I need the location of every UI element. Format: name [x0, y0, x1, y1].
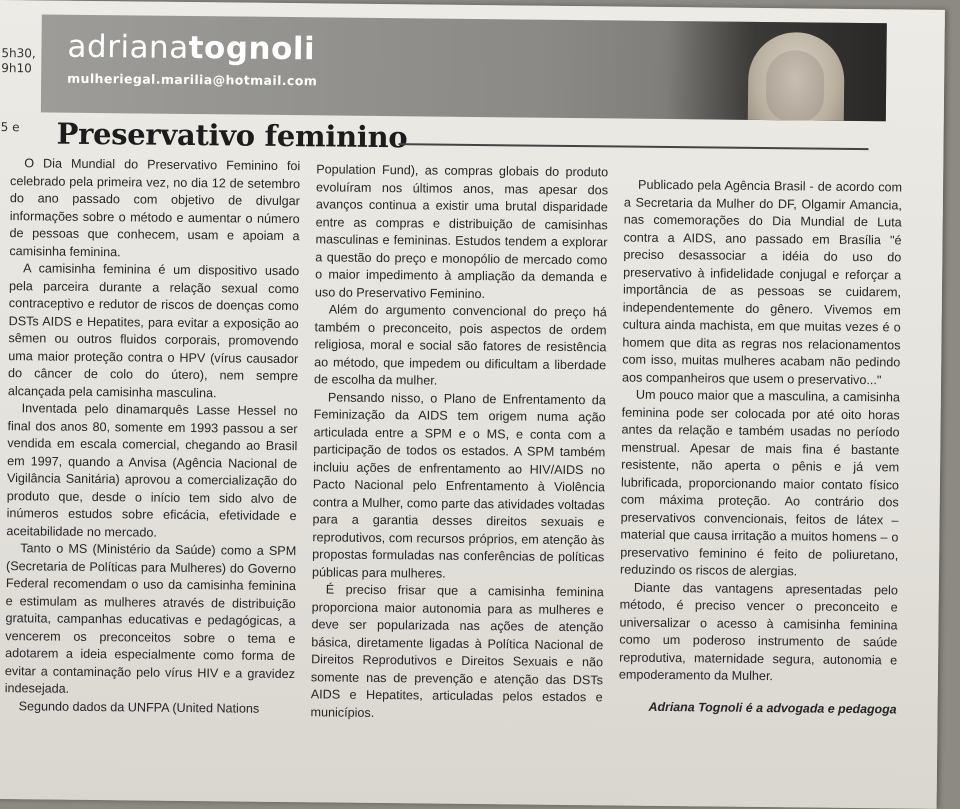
margin-note-times: 5h30, 9h10	[1, 46, 36, 76]
author-last-name: tognoli	[188, 29, 316, 68]
paragraph: É preciso frisar que a camisinha feminina proporciona maior autonomia para as mulheres e deve ser popularizada nas ações de atenção básica, diretamente ligadas à Política Nacional de Direitos Reprodutivos e Direitos Sexuais e não somente nas de prevenção e atenção das DSTs AIDS e Hepatites, articuladas pelos estados e municípios.	[310, 582, 604, 720]
headline-rule	[399, 143, 869, 150]
paragraph: A camisinha feminina é um dispositivo usado pela parceira durante a relação sexual como contraceptivo e redutor de riscos de doenças como DSTs AIDS e Hepatites, para evitar a exposição ao sêmen ou outros fluidos corporais, promovendo uma maior proteção contra o HPV (vírus causador do câncer de colo do útero), nem sempre alcançada pela camisinha masculina.	[7, 261, 300, 400]
paragraph: Diante das vantagens apresentadas pelo método, é preciso vencer o preconceito e universalizar o acesso à camisinha feminina como um poderoso instrumento de saúde reprodutiva, maternidade segura, autonomia e empoderamento da Mulher.	[618, 580, 898, 684]
article-column-3	[619, 177, 903, 719]
article-headline: Preservativo feminino	[56, 116, 408, 155]
author-photo	[666, 21, 887, 121]
paragraph: Tanto o MS (Ministério da Saúde) como a SPM (Secretaria de Políticas para Mulheres) do Governo Federal recomendam o uso da camisinha feminina e estimulam as mulheres através de distribuição gratuita, campanhas educativas e pedagógicas, a vencerem os preconceitos sobre o tema e adotarem a ideia especialmente como forma de evitar a contaminação pelo vírus HIV e a gravidez indesejada.	[4, 541, 297, 696]
paragraph: Pensando nisso, o Plano de Enfrentamento da Feminização da AIDS tem origem numa ação articulada entre a SPM e o MS, e conta com a participação de todos os estados. A SPM também incluiu ações de enfrentamento ao HIV/AIDS no Pacto Nacional pelo Enfrentamento à Violência contra a Mulher, como parte das atividades voltadas para a garantia desses direitos sexuais e reprodutivos, com recursos próprios, em atenção às propostas formuladas nas conferências de políticas públicas para mulheres.	[311, 389, 606, 581]
author-first-name: adriana	[67, 28, 189, 66]
paragraph: Publicado pela Agência Brasil - de acordo com a Secretaria da Mulher do DF, Olgamir Amancia, nas comemorações do Dia Mundial de Luta contra a AIDS, ano passado em Brasília "é preciso desassociar a idéia do uso do preservativo à infidelidade conjugal e reforçar a importância de as pessoas se cuidarem, independentemente do gênero. Vivemos em cultura ainda machista, em que muitas vezes é o homem que dita as regras nos relacionamentos com isso, muitas mulheres acabam não pedindo aos companheiros que usem o preservativo..."	[622, 177, 903, 387]
column-header-bar	[41, 14, 887, 121]
paragraph: O Dia Mundial do Preservativo Feminino foi celebrado pela primeira vez, no dia 12 de setembro do ano passado com objetivo de divulgar informações sobre o método e aumentar o número de pessoas que conhecem, usam e apoiam a camisinha feminina.	[9, 156, 301, 259]
author-name	[67, 29, 315, 68]
author-email: mulheriegal.marilia@hotmail.com	[67, 70, 318, 89]
author-signature: Adriana Tognoli é a advogada e pedagoga	[648, 699, 897, 716]
photo-face	[766, 50, 825, 121]
paragraph: Population Fund), as compras globais do produto evoluíram nos últimos anos, mas apesar dos avanços continua a existir uma brutal disparidade entre as compras e distribuição de camisinhas masculinas e femininas. Estudos tendem a explorar a questão do preço e monopólio de mercado como o maior impedimento à ampliação da demanda e uso do Preservativo Feminino.	[314, 162, 609, 301]
article-column-1	[5, 155, 301, 718]
paragraph: Além do argumento convencional do preço há também o preconceito, pois aspectos de ordem religiosa, moral e social são fatores de resistência ao método, que impedem ou dificultam a liberdade de escolha da mulher.	[313, 302, 607, 388]
paragraph: Um pouco maior que a masculina, a camisinha feminina pode ser colocada por até oito horas antes da relação e também usadas no período menstrual. Apesar de mais fina é bastante resistente, não aperta o pênis e já vem lubrificada, proporcionando maior contato físico com máxima proteção. Ao contrário dos preservativos convencionais, feitos de látex – material que causa irritação a muitos homens – o preservativo feminino é feito de poliuretano, reduzindo os riscos de alergias.	[619, 387, 900, 579]
paragraph: Inventada pelo dinamarquês Lasse Hessel no final dos anos 80, somente em 1993 passou a ser vendida em escala comercial, chegando ao Brasil em 1997, quando a Anvisa (Agência Nacional de Vigilância Sanitária) aprovou a comercialização do produto que, desde o início tem sido alvo de inúmeros estudos sobre eficácia, efetividade e aceitabilidade no mercado.	[6, 401, 298, 540]
article-column-2	[310, 161, 608, 724]
margin-note-fragment: 5 e	[0, 120, 20, 135]
paragraph: Segundo dados da UNFPA (United Nations	[18, 698, 260, 716]
